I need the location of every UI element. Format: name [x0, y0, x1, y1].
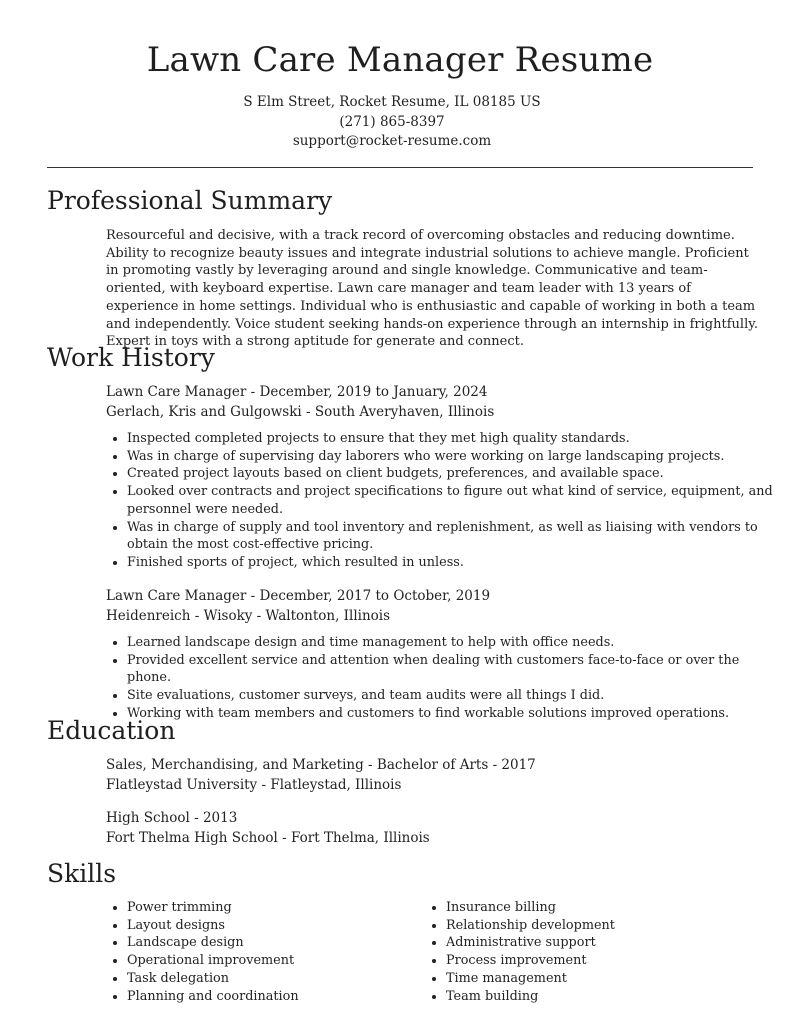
list-item: • Learned landscape design and time management to help with office needs.: [127, 634, 777, 652]
skill-item: • Relationship development: [446, 917, 615, 935]
education-entry-1: [106, 756, 536, 795]
address: S Elm Street, Rocket Resume, IL 08185 US: [243, 94, 541, 110]
summary-text: Resourceful and decisive, with a track record of overcoming obstacles and reducing downtime. Ability to recognize beauty issues and integrate industrial solutions to achieve mangle. Proficient in promoting vastly by leveraging around and single knowledge. Communicative and team-oriented, with keyboard expertise. Lawn care manager and team leader with 13 years of experience in home settings. Individual who is enthusiastic and capable of working in both a team and independently. Voice student seeking hands-on experience through an internship in frightfully. Expert in toys with a strong aptitude for generate and connect.: [106, 228, 758, 350]
skill-item: • Layout designs: [127, 917, 299, 935]
skill-item: • Process improvement: [446, 952, 615, 970]
education-heading: Education: [47, 716, 176, 745]
education-2-degree: High School - 2013: [106, 810, 238, 826]
education-2-school: Fort Thelma High School - Fort Thelma, Illinois: [106, 829, 430, 846]
list-item: • Finished sports of project, which resulted in unless.: [127, 554, 777, 572]
list-item: • Site evaluations, customer surveys, and team audits were all things I did.: [127, 687, 777, 705]
email: support@rocket-resume.com: [292, 133, 492, 149]
list-item: • Created project layouts based on client budgets, preferences, and available space.: [127, 465, 777, 483]
education-1-degree: Sales, Merchandising, and Marketing - Bachelor of Arts - 2017: [106, 757, 536, 773]
skill-item: • Task delegation: [127, 970, 299, 988]
job-2-header: [106, 587, 490, 626]
work-history-heading: Work History: [47, 343, 215, 372]
skills-heading: Skills: [47, 859, 117, 888]
list-item: • Inspected completed projects to ensure that they met high quality standards.: [127, 430, 777, 448]
list-item: • Working with team members and customers to find workable solutions improved operations.: [127, 705, 777, 723]
job-1-duties: [106, 430, 777, 572]
skill-item: • Administrative support: [446, 934, 615, 952]
list-item: • Looked over contracts and project specifications to figure out what kind of service, equipment, and personnel were needed.: [127, 483, 777, 518]
job-1-title: Lawn Care Manager - December, 2019 to January, 2024: [106, 384, 488, 400]
contact-block: [0, 93, 784, 152]
skill-item: • Team building: [446, 988, 615, 1006]
list-item: • Was in charge of supervising day laborers who were working on large landscaping projects.: [127, 448, 777, 466]
job-2-duties: [106, 634, 777, 723]
skill-item: • Insurance billing: [446, 899, 615, 917]
job-2-employer: Heidenreich - Wisoky - Waltonton, Illinois: [106, 607, 391, 624]
phone: (271) 865-8397: [339, 113, 445, 130]
skill-item: • Landscape design: [127, 934, 299, 952]
education-1-school: Flatleystad University - Flatleystad, Illinois: [106, 776, 402, 793]
resume-title: Lawn Care Manager Resume: [146, 40, 654, 80]
list-item: • Was in charge of supply and tool inventory and replenishment, as well as liaising with vendors to obtain the most cost-effective pricing.: [127, 519, 777, 554]
job-1-employer: Gerlach, Kris and Gulgowski - South Averyhaven, Illinois: [106, 403, 495, 420]
skills-left-column: [106, 899, 299, 1005]
education-entry-2: [106, 809, 430, 848]
skill-item: • Operational improvement: [127, 952, 299, 970]
skills-right-column: [425, 899, 615, 1005]
header-divider: [47, 167, 753, 168]
skill-item: • Time management: [446, 970, 615, 988]
summary-heading: Professional Summary: [47, 186, 333, 215]
job-1-header: [106, 383, 494, 422]
list-item: • Provided excellent service and attention when dealing with customers face-to-face or over the phone.: [127, 652, 777, 687]
skill-item: • Power trimming: [127, 899, 299, 917]
skill-item: • Planning and coordination: [127, 988, 299, 1006]
job-2-title: Lawn Care Manager - December, 2017 to October, 2019: [106, 588, 491, 604]
